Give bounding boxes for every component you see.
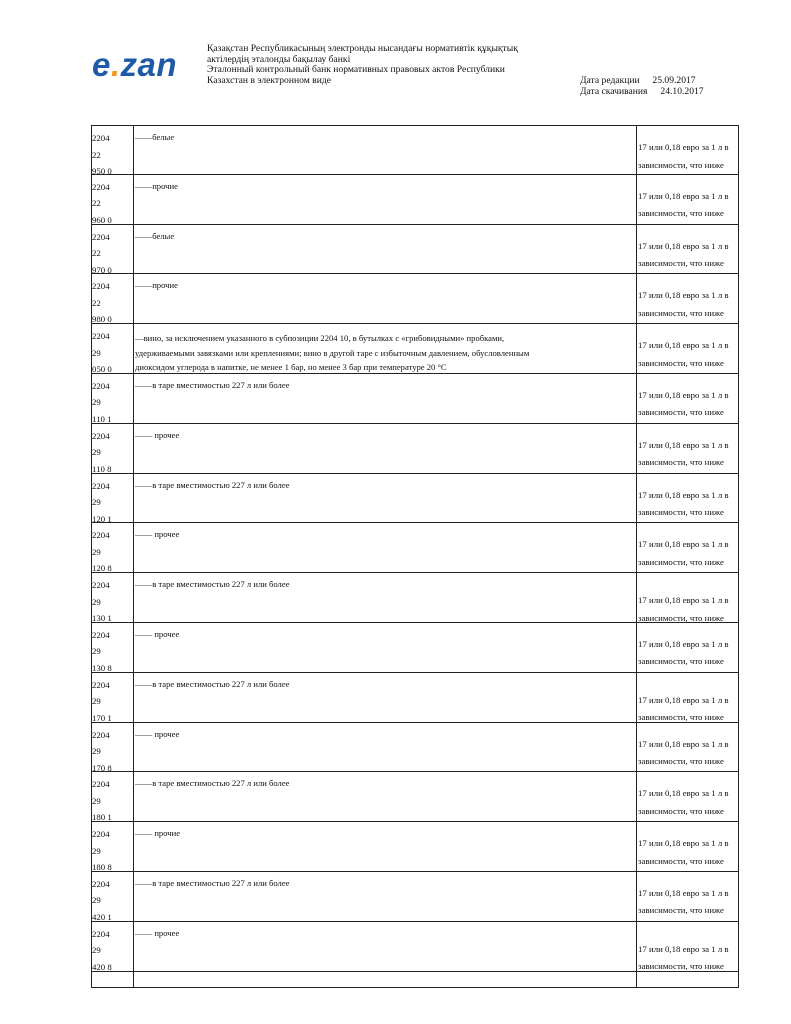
duty-rate [638,592,738,627]
tariff-code [92,278,132,328]
table-row [92,374,738,424]
duty-rate-line: зависимости, что ниже [638,905,724,916]
table-row [92,723,738,773]
tariff-code-part: 29 [92,945,101,956]
description-line: ——в таре вместимостью 227 л или более [135,579,290,590]
tariff-code [92,926,132,976]
goods-description [135,378,635,393]
column-divider [133,573,134,622]
goods-description [135,527,635,542]
tariff-code-part: 29 [92,795,101,806]
duty-rate-line: зависимости, что ниже [638,208,724,219]
column-divider [636,225,637,274]
duty-rate-line: 17 или 0,18 евро за 1 л в [638,788,729,799]
tariff-code-part: 22 [92,198,101,209]
column-divider [636,922,637,971]
duty-rate-line: 17 или 0,18 евро за 1 л в [638,240,729,251]
tariff-code-part: 2204 [92,878,110,889]
column-divider [133,772,134,821]
tariff-code [92,776,132,826]
description-line: удерживаемыми завязками или креплениями; вино в другой таре с избыточным давлением, обусловленным [135,347,530,358]
column-divider [133,723,134,772]
column-divider [133,872,134,921]
tariff-code-part: 29 [92,696,101,707]
tariff-code-part: 980 0 [92,314,112,325]
description-line: ——в таре вместимостью 227 л или более [135,678,290,689]
tariff-code-part: 29 [92,347,101,358]
header-dates [580,75,704,97]
header-line: Қазақстан Республикасының электронды нысандағы нормативтік құқықтық [207,43,518,54]
tariff-code [92,229,132,279]
tariff-code-part: 2204 [92,480,110,491]
table-row [92,872,738,922]
description-line: —— прочее [135,927,180,938]
column-divider [636,523,637,572]
tariff-code-part: 170 8 [92,762,112,773]
duty-rate [638,736,738,771]
duty-rate-line: зависимости, что ниже [638,307,724,318]
tariff-code-part: 2204 [92,729,110,740]
duty-rate-line: 17 или 0,18 евро за 1 л в [638,838,729,849]
download-date-line [580,86,704,97]
duty-rate-line: зависимости, что ниже [638,756,724,767]
tariff-code-part: 29 [92,447,101,458]
duty-rate [638,437,738,472]
duty-rate-line: 17 или 0,18 евро за 1 л в [638,290,729,301]
tariff-code [92,876,132,926]
column-divider [636,872,637,921]
duty-rate-line: 17 или 0,18 евро за 1 л в [638,738,729,749]
tariff-code-part: 110 8 [92,463,112,474]
column-divider [133,374,134,423]
description-line: ——белые [135,230,175,241]
tariff-code-part: 420 1 [92,911,112,922]
table-row-empty [92,972,738,988]
duty-rate [638,387,738,422]
table-row [92,573,738,623]
goods-description [135,826,635,841]
duty-rate-line: зависимости, что ниже [638,612,724,623]
tariff-code [92,428,132,478]
tariff-code-part: 050 0 [92,364,112,375]
tariff-code-part: 180 8 [92,862,112,873]
tariff-code [92,179,132,229]
header-line: Эталонный контрольный банк нормативных правовых актов Республики [207,64,505,75]
column-divider [133,126,134,174]
table-row [92,474,738,524]
download-date-value: 24.10.2017 [660,86,704,97]
table-row [92,324,738,374]
goods-description [135,278,635,293]
tariff-code-part: 950 0 [92,166,112,176]
tariff-code [92,627,132,677]
column-divider [636,723,637,772]
tariff-code-part: 2204 [92,928,110,939]
tariff-code [92,527,132,577]
duty-rate [638,835,738,870]
tariff-code [92,378,132,428]
column-divider [636,772,637,821]
tariff-code-part: 29 [92,646,101,657]
tariff-code-part: 180 1 [92,812,112,823]
tariff-code-part: 29 [92,746,101,757]
tariff-code-part: 130 1 [92,613,112,624]
tariff-code-part: 2204 [92,580,110,591]
tariff-code-part: 120 8 [92,563,112,574]
table-row [92,523,738,573]
column-divider [133,225,134,274]
goods-description [135,179,635,194]
column-divider [133,523,134,572]
duty-rate [638,636,738,671]
tariff-code-part: 2204 [92,231,110,242]
table-row [92,772,738,822]
logo-e: e [92,46,111,83]
tariff-code-part: 2204 [92,331,110,342]
duty-rate-line: 17 или 0,18 евро за 1 л в [638,694,729,705]
column-divider [133,822,134,871]
goods-description [135,229,635,244]
goods-description [135,577,635,592]
description-line: диоксидом углерода в напитке, не менее 1 бар, но менее 3 бар при температуре 20 °С [135,362,447,373]
column-divider [133,324,134,373]
description-line: —— прочее [135,429,180,440]
description-line: ——в таре вместимостью 227 л или более [135,479,290,490]
tariff-code-part: 2204 [92,281,110,292]
tariff-code-part: 29 [92,497,101,508]
tariff-code-part: 2204 [92,679,110,690]
tariff-code-part: 2204 [92,629,110,640]
column-divider [636,424,637,473]
duty-rate [638,885,738,920]
goods-description [135,677,635,692]
tariff-code-part: 170 1 [92,712,112,723]
duty-rate-line: зависимости, что ниже [638,656,724,667]
duty-rate-line: 17 или 0,18 евро за 1 л в [638,190,729,201]
column-divider [636,573,637,622]
column-divider [636,972,637,987]
column-divider [133,274,134,323]
table-row [92,424,738,474]
column-divider [636,324,637,373]
tariff-code-part: 22 [92,297,101,308]
goods-description [135,331,635,375]
table-row [92,225,738,275]
tariff-code-part: 960 0 [92,214,112,225]
edition-date-value: 25.09.2017 [652,75,696,86]
duty-rate-line: зависимости, что ниже [638,507,724,518]
duty-rate-line: 17 или 0,18 евро за 1 л в [638,389,729,400]
description-line: —— прочее [135,728,180,739]
column-divider [133,922,134,971]
tariff-code-part: 130 8 [92,662,112,673]
description-line: ——в таре вместимостью 227 л или более [135,778,290,789]
goods-description [135,130,635,145]
tariff-code [92,478,132,528]
tariff-code [92,130,132,180]
header-line: актілердің эталонды бақылау банкі [207,53,351,65]
goods-description [135,478,635,493]
duty-rate-line: 17 или 0,18 евро за 1 л в [638,489,729,500]
tariff-code-part: 29 [92,397,101,408]
goods-description [135,627,635,642]
column-divider [636,175,637,224]
column-divider [133,972,134,987]
tariff-code-part: 2204 [92,430,110,441]
column-divider [133,424,134,473]
description-line: ——белые [135,132,175,142]
tariff-code-part: 2204 [92,530,110,541]
column-divider [133,474,134,523]
duty-rate-line: зависимости, что ниже [638,457,724,468]
column-divider [636,274,637,323]
tariff-code [92,727,132,777]
table-row [92,274,738,324]
description-line: ——в таре вместимостью 227 л или более [135,379,290,390]
duty-rate-line: 17 или 0,18 евро за 1 л в [638,539,729,550]
edition-date-label: Дата редакции [580,75,640,86]
duty-rate [638,188,738,223]
column-divider [636,474,637,523]
duty-rate-line: зависимости, что ниже [638,805,724,816]
duty-rate-line: зависимости, что ниже [638,961,724,972]
duty-rate-line: 17 или 0,18 евро за 1 л в [638,340,729,351]
tariff-code-part: 2204 [92,779,110,790]
column-divider [636,126,637,174]
tariff-code-part: 110 1 [92,413,112,424]
column-divider [636,623,637,672]
duty-rate [638,287,738,322]
column-divider [636,374,637,423]
duty-rate-line: зависимости, что ниже [638,258,724,269]
goods-description [135,727,635,742]
edition-date-line [580,75,704,86]
logo-dot: . [110,46,121,83]
duty-rate-line: 17 или 0,18 евро за 1 л в [638,638,729,649]
description-line: ——прочие [135,180,178,191]
duty-rate-line: 17 или 0,18 евро за 1 л в [638,943,729,954]
column-divider [133,673,134,722]
ezan-logo[interactable] [92,48,177,81]
duty-rate-line: зависимости, что ниже [638,407,724,418]
duty-rate-line: 17 или 0,18 евро за 1 л в [638,595,729,606]
tariff-code-part: 120 1 [92,513,112,524]
tariff-code-part: 970 0 [92,264,112,275]
tariff-code-part: 2204 [92,133,110,143]
duty-rate-line: 17 или 0,18 евро за 1 л в [638,439,729,450]
description-line: —— прочее [135,529,180,540]
duty-rate [638,785,738,820]
duty-rate-line: зависимости, что ниже [638,357,724,368]
duty-rate-line: зависимости, что ниже [638,159,724,170]
logo-zan: zan [120,46,178,83]
column-divider [636,673,637,722]
table-row [92,125,738,175]
column-divider [636,822,637,871]
tariff-code [92,677,132,727]
duty-rate [638,941,738,976]
table-row [92,175,738,225]
description-line: ——в таре вместимостью 227 л или более [135,877,290,888]
goods-description [135,776,635,791]
duty-rate [638,487,738,522]
table-row [92,673,738,723]
tariff-code-part: 29 [92,895,101,906]
description-line: —— прочие [135,828,181,839]
tariff-code-part: 2204 [92,380,110,391]
goods-description [135,926,635,941]
tariff-code-part: 29 [92,845,101,856]
tariff-table [91,125,739,988]
goods-description [135,428,635,443]
tariff-code-part: 420 8 [92,961,112,972]
duty-rate-line: 17 или 0,18 евро за 1 л в [638,887,729,898]
duty-rate [638,139,738,174]
description-line: —вино, за исключением указанного в субпозиции 2204 10, в бутылках с «грибовидными» пробками, [135,333,505,344]
column-divider [133,175,134,224]
table-row [92,822,738,872]
tariff-code [92,577,132,627]
duty-rate [638,337,738,372]
tariff-code-part: 2204 [92,181,110,192]
duty-rate-line: 17 или 0,18 евро за 1 л в [638,142,729,152]
duty-rate-line: зависимости, что ниже [638,712,724,723]
table-row [92,922,738,972]
duty-rate-line: зависимости, что ниже [638,855,724,866]
table-row [92,623,738,673]
column-divider [133,623,134,672]
tariff-code-part: 22 [92,248,101,259]
tariff-code [92,328,132,378]
tariff-code [92,826,132,876]
description-line: —— прочее [135,628,180,639]
duty-rate-line: зависимости, что ниже [638,556,724,567]
duty-rate [638,692,738,727]
duty-rate [638,238,738,273]
download-date-label: Дата скачивания [580,86,648,97]
goods-description [135,876,635,891]
header-line: Казахстан в электронном виде [207,74,331,86]
tariff-code-part: 29 [92,596,101,607]
description-line: ——прочие [135,280,178,291]
header-title-block [207,44,567,86]
duty-rate [638,536,738,571]
tariff-code-part: 29 [92,546,101,557]
tariff-code-part: 2204 [92,829,110,840]
tariff-code-part: 22 [92,149,101,160]
